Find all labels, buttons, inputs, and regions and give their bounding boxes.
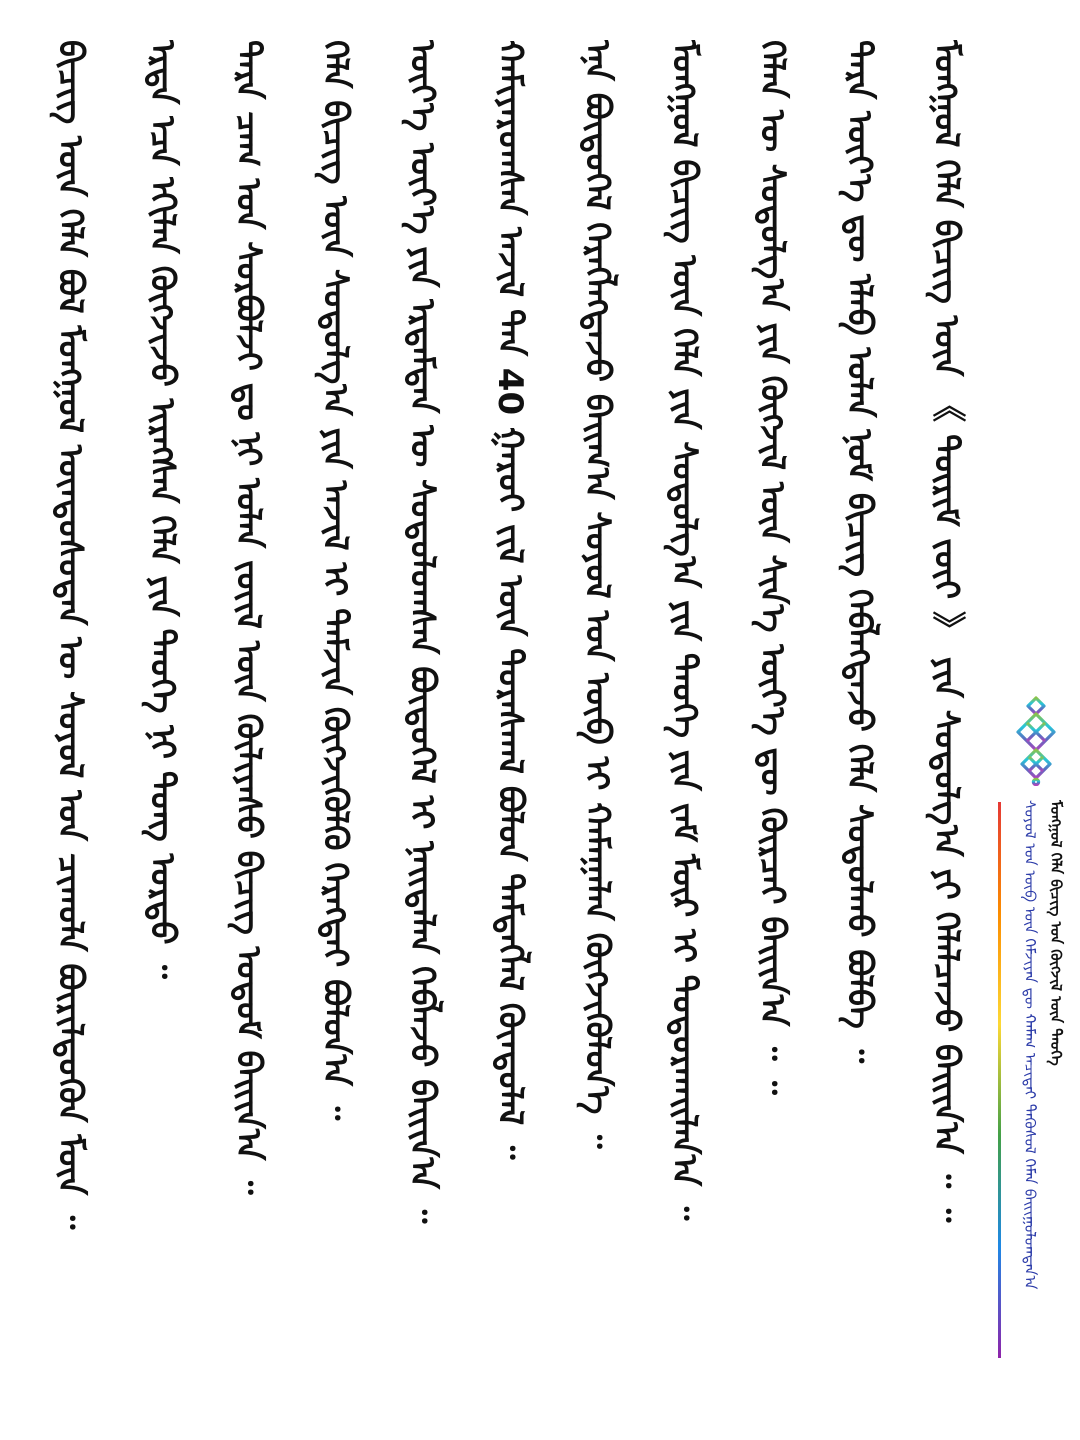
endless-knot-icon: [1010, 694, 1062, 786]
text-column: ᠲᠡᠷᠡ ᠦᠶ᠎ᠡ ᠳᠦ ᠡᠯᠡᠪ ᠤᠯᠠᠨ ᠨᠣᠮ ᠪᠢᠴᠢᠭ᠌ ᠬᠡᠪᠯᠡᠭᠳᠡᠵᠦ ᠬᠡᠯᠡ ᠰᠤᠳᠤᠯᠬᠤ ᠪᠣᠯᠪᠠ ᠃: [839, 40, 879, 1064]
text-column: ᠡᠷᠲᠡ ᠡᠴᠡ ᠡᠬᠢᠯᠡᠨ ᠬᠥᠭᠵᠢᠵᠦ ᠢᠷᠡᠭᠰᠡᠨ ᠬᠡᠯᠡ ᠶᠢᠨ ᠲᠡᠦᠬᠡ ᠨᠢ ᠲᠣᠩ ᠤᠷᠲᠤ ᠃: [142, 40, 182, 979]
text-column: ᠬᠡᠯᠡᠨ ᠦ ᠰᠤᠳᠤᠯᠭ᠎ᠠ ᠶᠢᠨ ᠬᠥᠭᠵᠢᠯ ᠦᠨ ᠰᠢᠨ᠎ᠡ ᠦᠶ᠎ᠡ ᠳᠦ ᠬᠦᠷᠴᠡᠢ ᠪᠠᠢᠢᠨ᠎ᠠ ᠃ ᠃: [752, 40, 792, 1095]
series-title: ᠮᠣᠩᠭᠣᠯ ᠬᠡᠯᠡ ᠪᠢᠴᠢᠭ ᠤᠨ ᠬᠥᠭᠵᠢᠯ ᠦᠨ ᠲᠡᠦᠬᠡ: [1047, 800, 1065, 1066]
text-column: ᠬᠡᠯᠡ ᠪᠢᠴᠢᠭ᠌ ᠦᠨ ᠰᠤᠳᠤᠯᠭ᠎ᠠ ᠶᠢᠨ ᠠᠵᠢᠯ ᠢ ᠳᠡᠮᠵᠢᠨ ᠬᠥᠭᠵᠢᠭᠦᠯᠬᠦ ᠬᠡᠷᠡᠭᠲᠡᠢ ᠪᠣᠯᠤᠨ᠎ᠠ ᠃: [315, 40, 355, 1121]
text-column: ᠡᠨᠡ ᠪᠦᠲᠦᠭᠡᠯ ᠬᠡᠷᠡᠭᠯᠡᠭᠳᠡᠵᠦ ᠪᠠᠢᠭ᠎ᠠ ᠰᠣᠶᠣᠯ ᠤᠨ ᠥᠪ ᠢ ᠬᠠᠮᠠᠭᠠᠯᠠᠨ ᠬᠥᠭᠵᠢᠭᠦᠯᠦᠨ᠎ᠡ ᠃: [577, 40, 617, 1149]
text-column: ᠮᠣᠩᠭᠣᠯ ᠬᠡᠯᠡ ᠪᠢᠴᠢᠭ᠌ ᠦᠨ 《 ᠳᠦᠷᠢᠮ ᠵᠦᠢ 》 ᠶᠢᠨ ᠰᠤᠳᠤᠯᠭ᠎ᠠ ᠶᠢ ᠬᠡᠯᠡᠯᠴᠡᠵᠦ ᠪᠠᠢᠢᠨ᠎ᠠ ᠃ ᠃: [926, 40, 966, 1223]
text-column: ᠮᠣᠩᠭᠣᠯ ᠪᠢᠴᠢᠭ᠌ ᠦᠨ ᠬᠡᠯᠡ ᠶᠢᠨ ᠰᠤᠳᠤᠯᠭ᠎ᠠ ᠶᠢᠨ ᠲᠡᠦᠬᠡ ᠶᠢᠨ ᠵᠠᠮ ᠮᠥᠷ ᠢ ᠲᠣᠳᠣᠷᠬᠠᠢᠯᠠᠨ᠎ᠠ ᠃: [664, 40, 704, 1221]
text-column: ᠬᠠᠮᠢᠶᠠᠷᠤᠭᠰᠠᠨ ᠠᠵᠢᠯ ᠲᠠᠨ 40 ᠭᠠᠷᠤᠢ ᠵᠢᠯ ᠦᠨ ᠳᠤᠷᠠᠰᠬᠠᠯ ᠪᠣᠯᠤᠨ ᠲᠡᠮᠳᠡᠭᠯᠡᠯ ᠬᠦᠨᠳᠦᠯᠡᠯ ᠃: [490, 40, 530, 1160]
text-column: ᠪᠢᠴᠢᠭ᠌ ᠦᠨ ᠬᠡᠯᠡ ᠪᠣᠯ ᠮᠣᠩᠭᠣᠯ ᠦᠨᠳᠦᠰᠦᠲᠡᠨ ᠦ ᠰᠣᠶᠣᠯ ᠤᠨ ᠴᠢᠬᠤᠯᠠ ᠪᠦᠷᠢᠯᠳᠦᠬᠦᠨ ᠮᠥᠨ ᠃: [50, 40, 90, 1230]
text-column: ᠲᠡᠷᠡ ᠴᠠᠭ ᠤᠨ ᠰᠤᠷᠪᠤᠯᠵᠢ ᠳᠤ ᠨᠢ ᠣᠯᠠᠨ ᠵᠦᠢᠯ ᠦᠨ ᠬᠦᠯᠢᠶᠡᠰᠦ ᠪᠢᠴᠢᠭ᠌ ᠤᠳᠤᠮ ᠪᠠᠢᠢᠨ᠎ᠠ ᠃: [228, 40, 268, 1195]
rainbow-divider: [998, 802, 1001, 1358]
text-column: ᠦᠶ᠎ᠡ ᠦᠶ᠎ᠡ ᠶᠢᠨ ᠡᠷᠳᠡᠮᠲᠡᠨ ᠦ ᠰᠤᠳᠤᠯᠤᠭᠰᠠᠨ ᠪᠦᠲᠦᠭᠡᠯ ᠢ ᠨᠡᠢᠲᠡᠯᠡᠨ ᠬᠡᠪᠯᠡᠵᠦ ᠪᠠᠢᠢᠨ᠎ᠠ ᠃: [402, 40, 442, 1224]
series-subtitle: ᠰᠣᠶᠣᠯ ᠤᠨ ᠥᠪ ᠦᠨ ᠬᠡᠮᠵᠢᠶᠡᠨ ᠳᠦ ᠬᠠᠮᠠᠭ ᠠᠴᠢᠲᠠᠢ ᠲᠡᠭᠦᠰᠦᠯ ᠬᠡᠮᠡᠨ ᠪᠠᠢᠢᠭᠤᠯᠤᠭᠳᠠᠨ᠎ᠠ: [1021, 800, 1039, 1290]
